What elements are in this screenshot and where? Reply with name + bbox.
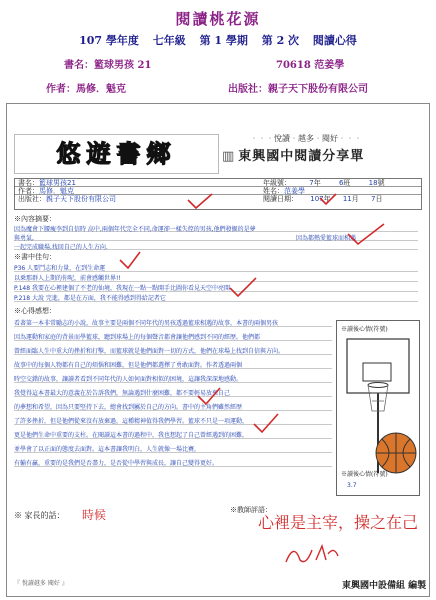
mood-value: 3.7	[347, 482, 357, 489]
date-month: 11	[342, 195, 352, 203]
quote-line-3: P.148 我要在心裡建個了不老的仙境，我現在一點一點開手比圖你看見天空中亮開	[14, 285, 230, 292]
date-day-unit: 日	[375, 195, 383, 203]
check-mark-icon	[252, 412, 280, 434]
parent-comment: 時候	[82, 508, 107, 522]
class-value: 6	[338, 179, 344, 187]
info-row-1	[15, 179, 421, 187]
name-value: 范姜學	[284, 187, 305, 195]
summary-line-1: 因為魔會下腰瘦李到自信時 高中,兩個年代完全不同,命運卻一樣失控的男孩,他們發掘的是夢	[14, 226, 256, 233]
banner-title: 悠遊書鄉	[14, 134, 219, 174]
book-label: 書名：	[64, 60, 94, 71]
sheet-title	[222, 145, 364, 164]
header-author	[46, 80, 126, 95]
class-unit: 班	[343, 179, 351, 187]
name-label: 姓名：	[263, 187, 284, 195]
date-label: 閱讀日期：	[263, 195, 298, 203]
grade: 七年級	[152, 34, 186, 47]
summary-right-note: 因為都熱愛籃球而相遇	[296, 235, 357, 242]
feeling-line-4: 故事中的每個人物都有自己的煩惱和困難，但是他們都選擇了勇敢面對。作者透過兩個	[14, 362, 243, 369]
publisher-label: 出版社：	[228, 84, 268, 95]
header-book	[64, 56, 151, 71]
seat-unit: 號	[377, 179, 385, 187]
feeling-line-10: 並學會了以正面的態度去面對。這本書讓我明白，人生就像一場比賽，	[14, 446, 201, 453]
teacher-label: ※教師評語：	[230, 506, 272, 514]
publisher-field	[18, 195, 116, 203]
summary-line-2: 與勇氣,	[14, 235, 34, 242]
publisher-value: 親子天下股份有限公司	[268, 84, 368, 95]
year-value: 7	[309, 179, 314, 187]
feeling-line-6: 我覺得這本書最大的意義在於告訴我們，無論遇到什麼困難，都不要輕易放棄自己	[14, 390, 231, 397]
date-month-unit: 月	[351, 195, 359, 203]
semester: 第 1 學期	[199, 34, 248, 47]
year-unit: 年	[313, 179, 321, 187]
publisher-field-value: 親子天下股份有限公司	[46, 195, 116, 203]
publisher-field-label: 出版社：	[18, 195, 46, 203]
doc-type: 閱讀心得	[312, 34, 357, 47]
sheet-title-text: 東興國中閱讀分享單	[238, 149, 365, 164]
quote-line-4: P.218 大說 完進，都是在方面，我不能得感到得給記者它	[14, 295, 166, 302]
feeling-line-9: 更是他們生命中重要的支柱。在閱讀這本書的過程中，我也想起了自己曾經遇到的困難，	[14, 432, 249, 439]
info-table	[14, 178, 422, 210]
feeling-line-7: 的夢想和希望，因為只要堅持下去，總會找到屬於自己的方向。書中的主角們雖然經歷	[14, 404, 243, 411]
book-value: 籃球男孩 21	[94, 60, 152, 71]
book-field-label: 書名：	[18, 179, 39, 187]
school-year: 107 學年度	[79, 34, 139, 47]
footer-note: 『 悅讀越多 閱好 』	[14, 580, 68, 587]
mood-box	[336, 320, 420, 496]
author-field-label: 作者：	[18, 187, 39, 195]
date-year: 107	[310, 195, 324, 203]
book-glyph-icon: ▥	[222, 149, 236, 164]
author-field	[18, 187, 74, 195]
check-mark-icon	[118, 250, 142, 270]
footer-credit: 東興國中設備組 編製	[342, 581, 427, 591]
student-id: 70618 范姜學	[276, 60, 345, 71]
date-day: 7	[371, 195, 376, 203]
parent-label: ※ 家長的話：	[14, 511, 65, 520]
year-class-field	[263, 179, 385, 187]
header-publisher	[228, 80, 368, 95]
check-mark-icon	[196, 386, 222, 406]
author-label: 作者：	[46, 84, 76, 95]
mood-label: ※讀後心情(符號)	[341, 471, 388, 478]
check-mark-icon	[346, 222, 386, 246]
feeling-line-5: 時空交錯的故事，讓讀者看到不同年代的人如何面對相似的困境，這讓我深深地感動。	[14, 376, 243, 383]
book-field	[18, 179, 76, 187]
date-year-unit: 年	[323, 195, 331, 203]
basketball-hoop-drawing	[337, 335, 421, 475]
author-field-value: 馬修．魁克	[39, 187, 74, 195]
feeling-line-11: 有輸有贏，重要的是我們是否盡力，是否從中學習與成長，讓自己變得更好。	[14, 460, 219, 467]
quote-label: ※書中佳句：	[14, 253, 56, 261]
feeling-line-3: 曾經面臨人生中重大的挫折和打擊，而籃球就是他們面對一切的方式，他們在球場上找到自信與方向。	[14, 348, 285, 355]
year-class-label: 年級號：	[263, 179, 291, 187]
summary-line-3: 一起完成職場,找回自己的人生方向.	[14, 244, 108, 251]
feeling-line-1: 看著第一本非常勵志的小說，故事主要是兩個不同年代的男孩透過籃球相遇的故事，本書的兩個男孩	[14, 320, 279, 327]
teacher-signature	[282, 538, 342, 568]
seat-value: 18	[368, 179, 378, 187]
name-field	[263, 187, 305, 195]
teacher-comment: 心裡是主宰，操之在己	[258, 513, 419, 532]
feeling-line-8: 了許多挫折，但是他們從來沒有放棄過，這種精神值得我們學習。籃球不只是一項運動，	[14, 418, 249, 425]
check-mark-icon	[318, 192, 338, 206]
slogan: ‧‧‧悅讀‧越多‧閱好‧‧‧	[250, 134, 362, 143]
feeling-label: ※心得感想：	[14, 307, 56, 315]
feeling-line-2: 因為運動和家庭的背景而學籃球，聽到球場上的每個聲音都會讓他們感到不同的經歷。他們都	[14, 334, 261, 341]
quote-line-1: P36 人要鬥志和力量，在到生命運	[14, 265, 106, 272]
check-mark-icon	[186, 192, 214, 210]
summary-label: ※內容摘要：	[14, 215, 56, 223]
header-info-line	[0, 32, 436, 48]
author-value: 馬修．魁克	[76, 84, 126, 95]
issue-number: 第 2 次	[261, 34, 300, 47]
quote-line-2: 以乗那群人上期的你呢，前會感觸世界!!	[14, 275, 121, 282]
check-mark-icon	[228, 276, 258, 298]
page-title: 閱讀桃花源	[175, 10, 261, 28]
mood-box-header: ※讀後心情(符號)	[341, 326, 388, 333]
book-field-value: 籃球男孩21	[39, 179, 76, 187]
info-row-2	[15, 187, 421, 195]
info-row-3	[15, 195, 421, 203]
